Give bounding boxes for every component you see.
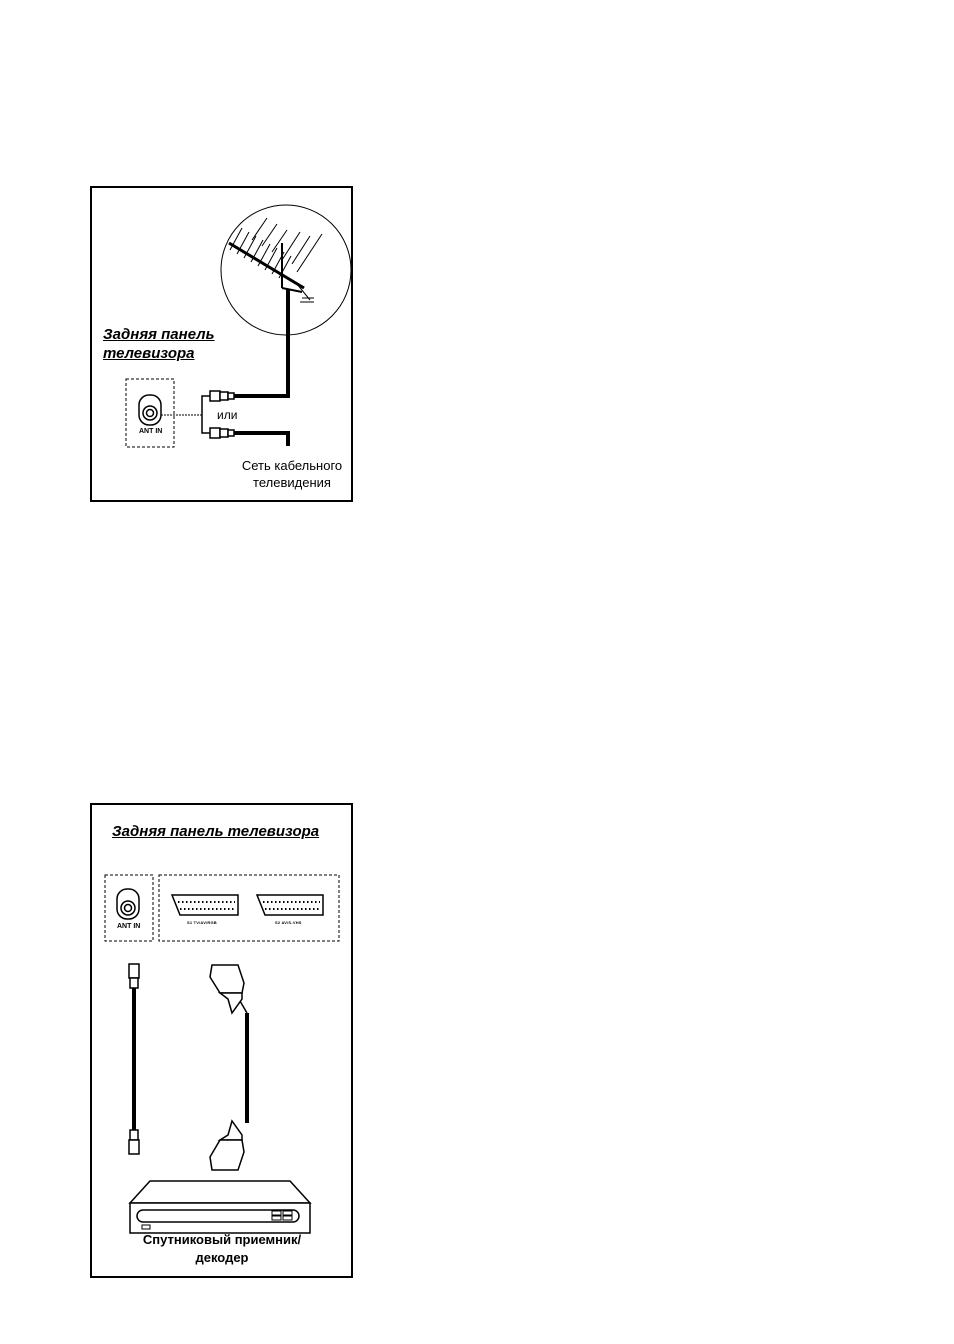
cable-network-label bbox=[232, 457, 352, 491]
satellite-receiver-icon bbox=[130, 1181, 310, 1233]
satellite-diagram-graphics bbox=[92, 805, 355, 1280]
tv-back-label: Задняя панель телевизора bbox=[112, 823, 320, 840]
ant-in-dashed-box bbox=[105, 875, 153, 941]
coax-plug-top-icon bbox=[210, 391, 234, 401]
satellite-connection-diagram bbox=[90, 803, 353, 1278]
scart-dashed-box bbox=[159, 875, 339, 941]
scart-cable-icon bbox=[210, 965, 247, 1170]
scart-socket-2-icon bbox=[257, 895, 323, 915]
receiver-label-line1: Спутниковый приемник/ bbox=[142, 1232, 302, 1247]
cable-label-line1: Сеть кабельного bbox=[241, 458, 343, 473]
antenna-icon bbox=[229, 218, 322, 302]
tv-back-panel-box bbox=[126, 379, 174, 447]
receiver-label-line2: декодер bbox=[195, 1250, 249, 1265]
coax-plug-bottom-icon bbox=[210, 428, 234, 438]
coax-cable-icon bbox=[129, 964, 139, 1154]
scart2-label: S2 AV/S-VHS bbox=[275, 920, 302, 925]
ant-in-label: ANT IN bbox=[139, 428, 163, 435]
tv-back-label-line2: телевизора bbox=[103, 345, 195, 362]
ant-in-label: ANT IN bbox=[117, 923, 141, 930]
ant-in-socket-icon bbox=[139, 395, 161, 425]
cable-network-line bbox=[234, 433, 288, 446]
tv-back-label-line1: Задняя панель bbox=[103, 326, 215, 343]
scart-socket-1-icon bbox=[172, 895, 238, 915]
antenna-connection-diagram bbox=[90, 186, 353, 502]
antenna-cable bbox=[234, 289, 288, 396]
cable-label-line2: телевидения bbox=[253, 475, 331, 490]
or-bracket bbox=[202, 396, 210, 433]
or-label: или bbox=[217, 408, 238, 422]
scart1-label: S1 TV/AV/RGB bbox=[187, 920, 217, 925]
ant-in-socket-icon bbox=[117, 889, 139, 919]
receiver-label bbox=[112, 1231, 332, 1267]
